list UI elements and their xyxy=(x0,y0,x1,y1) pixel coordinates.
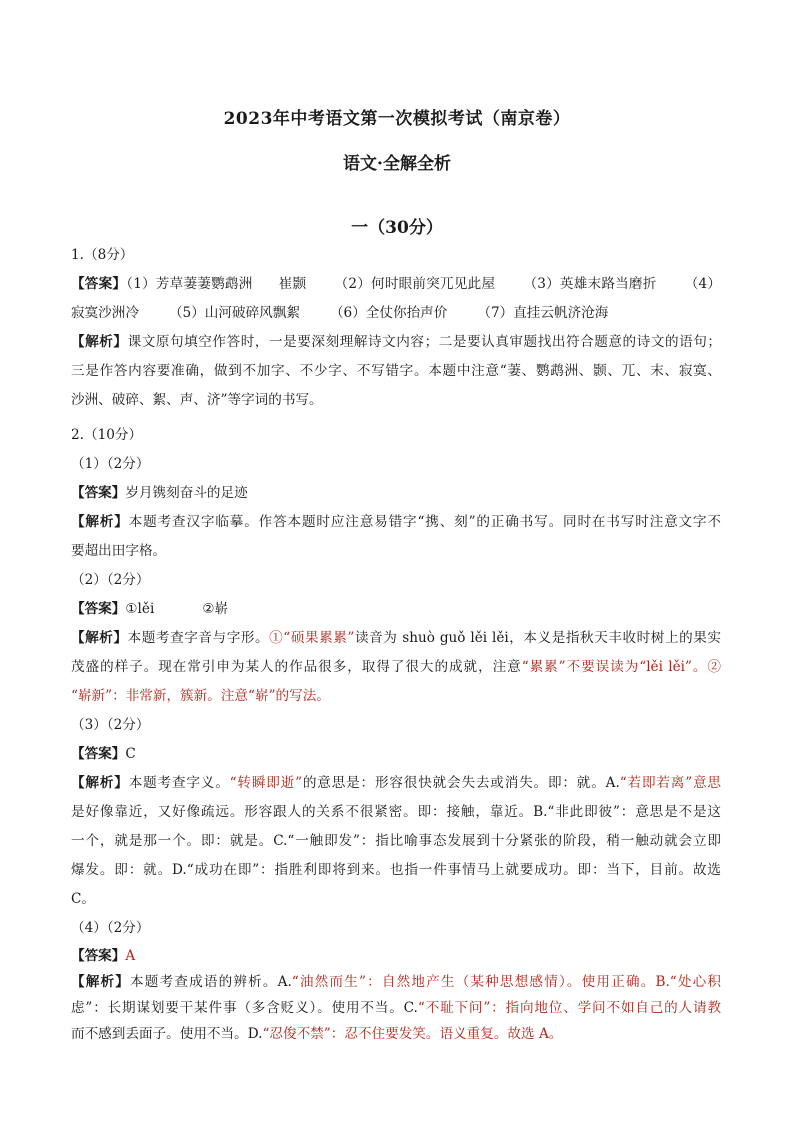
q2-part1-analysis-text: 本题考查汉字临摹。作答本题时应注意易错字“携、刻”的正确书写。同时在书写时注意文字不 xyxy=(128,514,721,530)
q1-analysis-line-3: 沙洲、破碎、絮、声、济”等字词的书写。 xyxy=(71,392,323,408)
q1-answer-4-label: （4） xyxy=(684,276,721,292)
q2-part4-analysis-line-2 xyxy=(71,995,721,1021)
q2-part4-analysis-line-3 xyxy=(71,1021,721,1047)
q2-part2-heading: （2）（2分） xyxy=(71,572,150,588)
q2-part3-analysis-text-1a: 本题考查字义。 xyxy=(128,775,230,791)
q2-part2-answer-1: ①lěi xyxy=(125,601,155,617)
analysis-tag: 【解析】 xyxy=(71,514,129,530)
q1-analysis-line-2: 三是作答内容要准确，做到不加字、不少字、不写错字。本题中注意“萋、鹦鹉洲、颢、兀、末、寂寞、 xyxy=(71,363,721,379)
answer-tag: 【答案】 xyxy=(71,601,126,617)
q2-part3-analysis-line-2: 是好像靠近，又好像疏远。形容跟人的关系不很紧密。即：接触，靠近。B.“非此即彼”：意思是不是这 xyxy=(71,804,721,820)
q2-part4-analysis-text-2a: 虑”：长期谋划要干某件事（多含贬义）。使用不当。C. xyxy=(71,1000,418,1016)
q2-part2-analysis-line-2 xyxy=(71,653,721,682)
q1-answer-line-1 xyxy=(71,270,721,299)
q1-answer-4: 寂寞沙洲冷 xyxy=(71,305,139,321)
q2-part2-answer-2: ②崭 xyxy=(202,601,229,617)
q2-part3-answer xyxy=(71,740,721,769)
q2-part2-analysis-text-1a: 本题考查字音与字形。 xyxy=(127,630,270,646)
q2-part4-analysis-text-3a: 而不感到丢面子。使用不当。D. xyxy=(71,1026,263,1042)
q2-part1-heading: （1）（2分） xyxy=(71,456,150,472)
q2-part3-answer-text: C xyxy=(125,746,136,762)
q2-part4-analysis-text-1a: 本题考查成语的辨析。A. xyxy=(130,974,292,990)
q1-answer-3: （3）英雄末路当磨折 xyxy=(523,276,657,292)
q1-answer-5: （5）山河破碎风飘絮 xyxy=(168,305,300,321)
q2-part2-analysis-text-2a: 茂盛的样子。现在常引申为某人的作品很多，取得了很大的成就，注意 xyxy=(71,659,522,675)
answer-tag: 【答案】 xyxy=(71,276,127,292)
q2-part4-analysis-text-1b: “油然而生”：自然地产生（某种思想感情）。使用正确。B.“处心积 xyxy=(291,974,721,990)
q1-answer-line-2 xyxy=(71,299,721,328)
analysis-tag: 【解析】 xyxy=(71,974,131,990)
q2-part3-analysis-line-3: 一个，就是那一个。即：就是。C.“一触即发”：指比喻事态发展到十分紧张的阶段，稍一触动就会立即 xyxy=(71,833,721,849)
q1-answer-2: （2）何时眼前突兀见此屋 xyxy=(334,276,496,292)
q2-part1-answer-text: 岁月镌刻奋斗的足迹 xyxy=(125,485,248,501)
q2-part4-analysis-line-1 xyxy=(71,969,721,995)
q1-answer-6: （6）全仗你抬声价 xyxy=(329,305,448,321)
page-title: 2023年中考语文第一次模拟考试（南京卷） xyxy=(223,109,571,129)
q2-part1-analysis-line-1 xyxy=(71,508,721,537)
q2-part3-analysis-line-1 xyxy=(71,769,721,798)
q1-analysis-text-1: 课文原句填空作答时，一是要深刻理解诗文内容；二是要认真审题找出符合题意的诗文的语句； xyxy=(127,334,721,350)
q2-part3-analysis-line-4: 爆发。即：就。D.“成功在即”：指胜利即将到来。也指一件事情马上就要成功。即：当下，目前。故选 xyxy=(71,862,721,878)
q2-part2-answer xyxy=(71,595,721,624)
q2-part2-analysis-text-1c: 读音为 shuò guǒ lěi lěi，本义是指秋天丰收时树上的果实 xyxy=(354,630,721,646)
q2-part4-analysis-text-3b: “忍俊不禁”：忍不住要发笑。语义重复。故选 A。 xyxy=(262,1026,563,1042)
q2-part2-analysis-line-1 xyxy=(71,624,721,653)
page-subtitle: 语文·全解全析 xyxy=(343,154,451,174)
q2-part2-analysis-text-1b: ①“硕果累累” xyxy=(269,630,355,646)
q1-answer-1-author: 崔颢 xyxy=(278,276,307,292)
q2-part4-answer-text: A xyxy=(125,948,136,964)
q1-answer-1: （1）芳草萋萋鹦鹉洲 xyxy=(126,276,253,292)
q2-part2-analysis-line-3: “崭新”：非常新，簇新。注意“崭”的写法。 xyxy=(71,688,330,704)
q2-part4-answer xyxy=(71,943,721,969)
q2-part4-analysis-text-2b: “不耻下问”：指向地位、学问不如自己的人请教 xyxy=(417,1000,721,1016)
q2-part3-heading: （3）（2分） xyxy=(71,717,150,733)
q2-part3-analysis-text-1c: 的意思是：形容很快就会失去或消失。即：就。A. xyxy=(302,775,620,791)
q2-part1-analysis-line-2: 要超出田字格。 xyxy=(71,543,167,559)
section-heading: 一（30分） xyxy=(351,218,443,238)
q2-part4-heading: （4）（2分） xyxy=(71,920,150,936)
q2-heading: 2.（10分） xyxy=(71,427,143,443)
analysis-tag: 【解析】 xyxy=(71,630,128,646)
answer-tag: 【答案】 xyxy=(71,485,126,501)
answer-tag: 【答案】 xyxy=(71,948,126,964)
q1-analysis-line-1 xyxy=(71,328,721,357)
q2-part2-analysis-text-2b: “累累”不要误读为“lěi lěi”。② xyxy=(521,659,721,675)
q2-part3-analysis-line-5: C。 xyxy=(71,891,95,907)
answer-tag: 【答案】 xyxy=(71,746,126,762)
q2-part3-analysis-text-1b: “转瞬即逝” xyxy=(229,775,303,791)
analysis-tag: 【解析】 xyxy=(71,775,129,791)
q2-part3-analysis-text-1d: “若即若离”意思 xyxy=(619,775,721,791)
document-body xyxy=(71,241,721,1047)
q1-answer-7: （7）直挂云帆济沧海 xyxy=(477,305,609,321)
q1-heading: 1.（8分） xyxy=(71,247,134,263)
analysis-tag: 【解析】 xyxy=(71,334,128,350)
q2-part1-answer xyxy=(71,479,721,508)
